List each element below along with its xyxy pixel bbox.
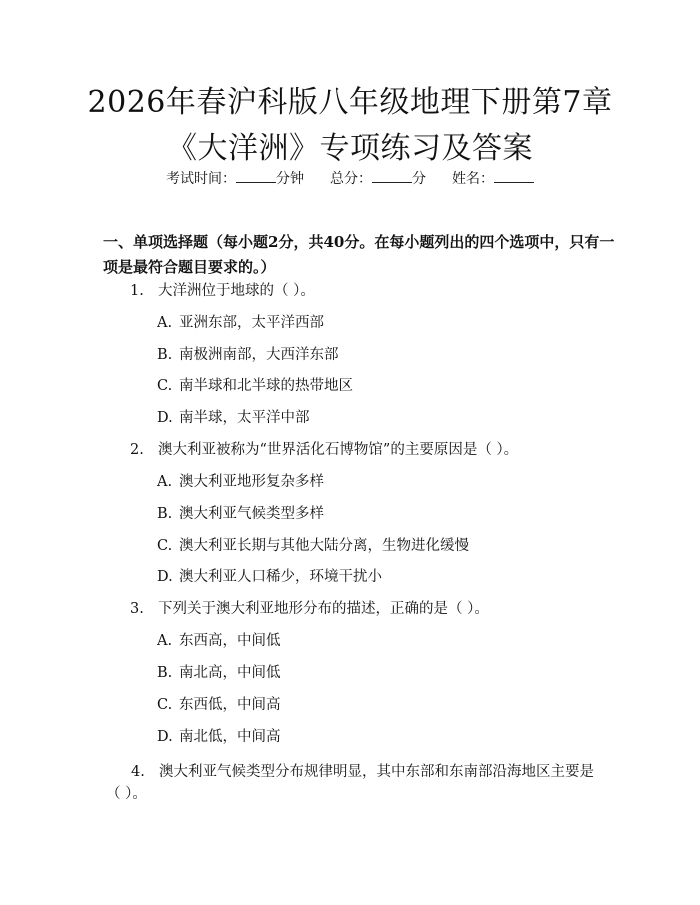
option-3c[interactable] xyxy=(157,695,281,715)
option-letter: B. xyxy=(157,506,173,522)
name-label: 姓名： xyxy=(452,171,494,187)
option-3d[interactable] xyxy=(157,727,281,747)
option-1b[interactable] xyxy=(157,345,339,365)
question-3 xyxy=(130,599,489,619)
question-number: 1. xyxy=(130,283,144,299)
option-2b[interactable] xyxy=(157,504,324,524)
option-text: 澳大利亚人口稀少，环境干扰小 xyxy=(179,569,382,585)
option-letter: B. xyxy=(157,347,173,363)
option-2d[interactable] xyxy=(157,567,382,587)
option-letter: D. xyxy=(157,729,173,745)
option-letter: C. xyxy=(157,697,173,713)
option-letter: D. xyxy=(157,569,173,585)
question-number: 4. xyxy=(131,764,145,780)
time-blank[interactable] xyxy=(236,169,276,183)
score-unit: 分 xyxy=(412,171,426,187)
question-text: 澳大利亚被称为“世界活化石博物馆”的主要原因是（ ）。 xyxy=(158,442,519,458)
question-4 xyxy=(106,761,606,805)
option-text: 南极洲南部，大西洋东部 xyxy=(179,347,339,363)
question-1 xyxy=(130,281,315,301)
option-text: 南北低，中间高 xyxy=(179,729,281,745)
exam-info-line xyxy=(0,169,700,188)
option-letter: A. xyxy=(157,474,173,490)
score-label: 总分： xyxy=(330,171,372,187)
option-letter: A. xyxy=(157,315,173,331)
option-text: 南半球和北半球的热带地区 xyxy=(179,378,353,394)
option-text: 东西低，中间高 xyxy=(179,697,281,713)
question-2 xyxy=(130,440,518,460)
option-text: 澳大利亚长期与其他大陆分离，生物进化缓慢 xyxy=(179,538,469,554)
name-blank[interactable] xyxy=(494,169,534,183)
time-label: 考试时间： xyxy=(166,171,236,187)
option-text: 南半球，太平洋中部 xyxy=(179,410,310,426)
option-letter: B. xyxy=(157,665,173,681)
document-title: 2026年春沪科版八年级地理下册第7章《大洋洲》专项练习及答案 xyxy=(87,85,613,166)
time-unit: 分钟 xyxy=(276,171,304,187)
option-text: 东西高，中间低 xyxy=(179,633,281,649)
option-letter: D. xyxy=(157,410,173,426)
option-3b[interactable] xyxy=(157,663,281,683)
option-3a[interactable] xyxy=(157,631,281,651)
option-text: 澳大利亚气候类型多样 xyxy=(179,506,324,522)
score-blank[interactable] xyxy=(372,169,412,183)
option-1a[interactable] xyxy=(157,313,324,333)
option-text: 澳大利亚地形复杂多样 xyxy=(179,474,324,490)
question-number: 3. xyxy=(130,601,144,617)
question-number: 2. xyxy=(130,442,144,458)
option-2c[interactable] xyxy=(157,536,469,556)
option-text: 南北高，中间低 xyxy=(179,665,281,681)
option-letter: A. xyxy=(157,633,173,649)
option-1d[interactable] xyxy=(157,408,310,428)
option-letter: C. xyxy=(157,378,173,394)
section-heading: 一、单项选择题（每小题2分，共40分。在每小题列出的四个选项中，只有一项是最符合题目要求的。） xyxy=(103,233,615,276)
question-text: 澳大利亚气候类型分布规律明显，其中东部和东南部沿海地区主要是（ ）。 xyxy=(106,764,594,802)
option-1c[interactable] xyxy=(157,376,353,396)
option-text: 亚洲东部，太平洋西部 xyxy=(179,315,324,331)
question-text: 下列关于澳大利亚地形分布的描述，正确的是（ ）。 xyxy=(158,601,489,617)
option-2a[interactable] xyxy=(157,472,324,492)
option-letter: C. xyxy=(157,538,173,554)
question-text: 大洋洲位于地球的（ ）。 xyxy=(158,283,315,299)
